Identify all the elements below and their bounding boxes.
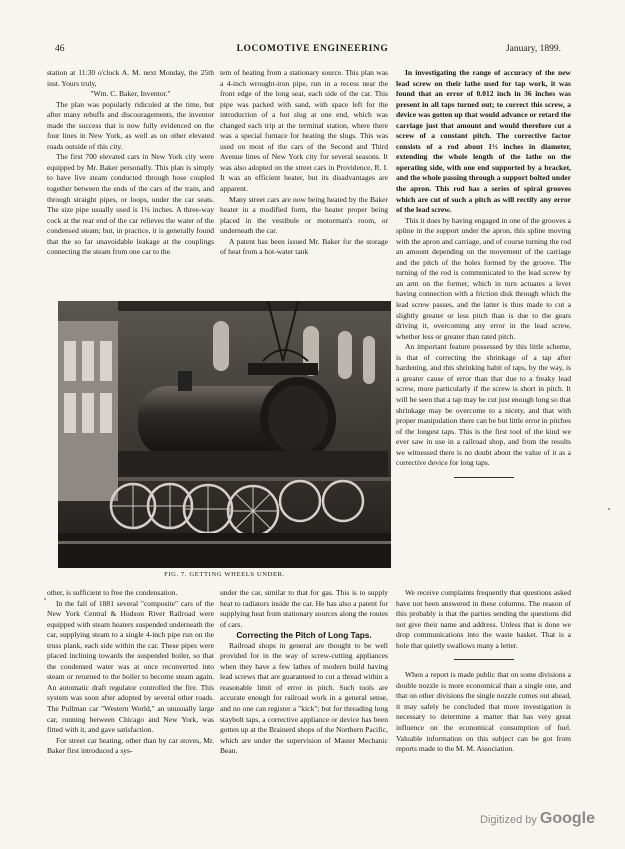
page-number: 46 xyxy=(55,44,65,54)
column-2-bottom xyxy=(220,588,388,757)
paragraph: An important feature possessed by this little scheme, is that of correcting the shrinkage of a tap after hardening, and this shrinking habit of taps, by the way, is a greater cause of error than that due to a freaky lead screw, more particularly if the screw is short in pitch. It will be seen that a tap may be cut just enough long so that shrinkage may be overcome to a nicety, and that with proper manipulation there can be but little error in pitches of the longest taps. This is the first tool of the kind we ever saw in use in a railroad shop, and from the results we witnessed there is no doubt about the value of it as a corrective device for long taps. xyxy=(396,342,571,468)
paragraph: This it does by having engaged in one of the grooves a spline in the support under the apron, this spline moving with the apron and carriage, and of course turning the rod an amount depending on the movement of the carriage and the pitch of the holes formed by the groove. The turning of the rod is communicated to the lead screw by an arm on the former, which in turn actuates a lever having connection with a friction disk through which the lead screw passes, and the latter is thus made to cut a slightly greater or less pitch than is due to the gears driving it, overcoming any error in the lead screw, whether less or greater than rated pitch. xyxy=(396,215,571,341)
paragraph: For street car heating, other than by car stoves, Mr. Baker first introduced a sys- xyxy=(47,735,214,756)
column-1-bottom xyxy=(47,588,214,757)
digitized-by-google-watermark: Digitized by Google xyxy=(480,810,595,827)
paragraph: tem of heating from a stationary source. This plan was a 4-inch wrought-iron pipe, run in a recess near the front edge of the long seat, each side of the car. This pipe was packed with sand, with space left for the introduction of a hot slug at one end, which was changed each trip at the terminal station, where there was a special furnace for heating the slugs. This was used on most of the cars of the Second and Third Avenue lines of New York city for several seasons. It was also adopted on the street cars in Providence, R. I. It was an efficient heater, but its disadvantages are apparent. xyxy=(220,68,388,194)
signature: "Wm. C. Baker, Inventor." xyxy=(90,89,171,99)
paragraph: other, is sufficient to free the condensation. xyxy=(47,588,178,597)
column-3 xyxy=(396,68,571,488)
figure-caption: FIG. 7. GETTING WHEELS UNDER. xyxy=(164,571,285,578)
journal-title: LOCOMOTIVE ENGINEERING xyxy=(236,44,389,54)
paragraph: Railroad shops in general are thought to be well provided for in the way of screw-cutting appliances when they have a few lathes of modern build having lead screws that are guaranteed to cut a thread within a reasonable limit of error in pitch. Such tools are accurate enough for railroad work in a general sense, and no one can register a "kick"; but for threading long staybolt taps, a corrective appliance or device has been gotten up at the Brainerd shops of the Northern Pacific, which are under the supervision of Master Mechanic Bean. xyxy=(220,640,388,756)
paragraph: Many street cars are now being heated by the Baker heater in a modified form, the heater proper being placed in the vestibule or motorman's room, or underneath the car. xyxy=(220,194,388,236)
locomotive-photo-illustration xyxy=(58,301,391,568)
issue-date: January, 1899. xyxy=(505,44,561,54)
column-1-top xyxy=(47,68,214,258)
scan-speck xyxy=(608,508,610,510)
page-header xyxy=(0,44,625,58)
paragraph: station at 11:30 o'clock A. M. next Monday, the 25th inst. Yours truly, xyxy=(47,68,214,88)
paragraph: The plan was popularly ridiculed at the time, but after many rebuffs and discouragements, the inventor made the success that is now fully evidenced on the four lines in New York, as well as on other elevated roads outside of this city. xyxy=(47,99,214,151)
figure-photo-locomotive-wheels xyxy=(58,301,391,568)
paragraph-bold: In investigating the range of accuracy of the new lead screw on their lathe used for tap work, it was found that an error of 0.012 inch in 36 inches was present in all taps turned out; to correct this screw, a device was gotten up that would advance or retard the carriage just that amount and would therefore cut a screw of a constant pitch. The corrective factor consists of a rod about 1½ inches in diameter, extending the whole length of the lathe on the operating side, with one end supported by a bracket, and the whole passing through a support bolted under the apron. This rod has a series of spiral grooves which are cut of such a pitch as will rectify any error of the lead screw. xyxy=(396,68,571,215)
column-3-bottom xyxy=(396,588,571,755)
section-heading: Correcting the Pitch of Long Taps. xyxy=(236,630,372,641)
paragraph: The first 700 elevated cars in New York city were equipped by Mr. Baker personally. This plan is simply to have live steam conducted through hose coupled together between the ends of the cars of the train, and through straight pipes, or loops, under the car seats. The size pipe usually used is 1¼ inches. A three-way cock at the rear end of the car relieves the water of the condensed steam; but, in practice, it is generally found that the so far unavoidable leakage at the couplings connecting the steam from one car to the xyxy=(47,152,214,257)
paragraph: When a report is made public that on some divisions a double nozzle is more economical than a single one, and that on other divisions the single nozzle comes out ahead, it may safely be concluded that more investigation is necessary to determine a matter that has very great influence on the economical consumption of fuel. Valuable information on this subject can be got from reports made to the M. M. Association. xyxy=(396,670,571,754)
paragraph: A patent has been issued Mr. Baker for the storage of heat from a hot-water tank xyxy=(220,236,388,257)
paragraph: We receive complaints frequently that questions asked have not been answered in these columns. The reason of this probably is that the parties sending the questions did not give their name and address. Unless that is done we drop communications into the waste basket. That is a hole that quietly swallows many a letter. xyxy=(396,588,571,650)
scan-speck xyxy=(44,598,46,600)
paragraph: In the fall of 1881 several "composite" cars of the New York Central & Hudson River Railroad were equipped with steam heaters suspended underneath the car, supplying steam to a single 4-inch pipe run on the truss plank, each side within the car. These pipes were placed inclining towards the suspended boiler, so that the condensed water was at once reconverted into steam or returned to the boiler to become steam again. An automatic draft regulator controlled the fire. This system was soon after adopted by several other roads. The Pullman car "Western World," an unusually large car, running between Chicago and New York, was fitted with it, and gave satisfaction. xyxy=(47,598,214,735)
section-divider xyxy=(454,477,514,478)
column-2-top xyxy=(220,68,388,258)
paragraph: under the car, similar to that for gas. This is to supply heat to radiators inside the car. He has also a patent for supplying heat from stationary sources along the routes of cars. xyxy=(220,588,388,629)
section-divider xyxy=(454,659,514,660)
